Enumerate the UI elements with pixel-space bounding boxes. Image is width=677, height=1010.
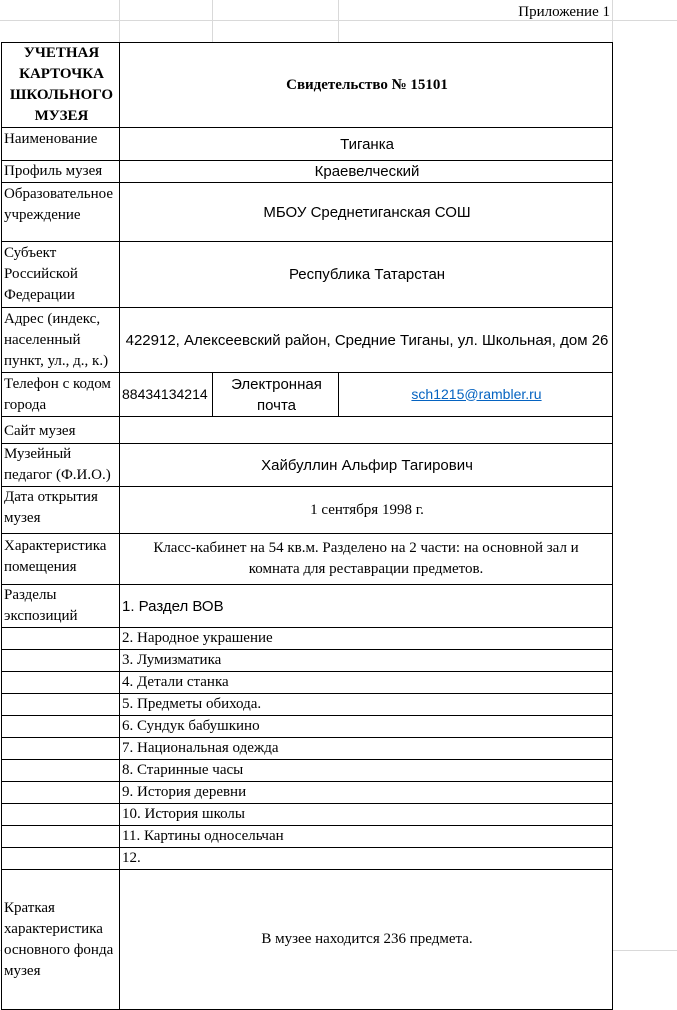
premises-label: Характеристика помещения	[2, 534, 120, 585]
section-row	[2, 694, 613, 716]
certificate-number: Свидетельство № 15101	[120, 43, 613, 128]
email-label: Электронная почта	[213, 373, 339, 417]
row-teacher	[2, 444, 613, 487]
museum-registration-card	[1, 42, 613, 1010]
opening-value: 1 сентября 1998 г.	[120, 487, 613, 534]
section-item: 10. История школы	[120, 804, 613, 826]
row-website	[2, 417, 613, 444]
name-value: Тиганка	[120, 128, 613, 161]
fund-value: В музее находится 236 предмета.	[120, 870, 613, 1010]
section-row	[2, 760, 613, 782]
section-row	[2, 782, 613, 804]
section-row	[2, 848, 613, 870]
section-item: 9. История деревни	[120, 782, 613, 804]
website-label: Сайт музея	[2, 417, 120, 444]
email-cell	[339, 373, 613, 417]
card-header-row	[2, 43, 613, 128]
region-value: Республика Татарстан	[120, 242, 613, 308]
institution-value: МБОУ Среднетиганская СОШ	[120, 183, 613, 242]
fund-label: Краткая характеристика основного фонда музея	[2, 870, 120, 1010]
section-item: 4. Детали станка	[120, 672, 613, 694]
row-contacts	[2, 373, 613, 417]
address-label: Адрес (индекс, населенный пункт, ул., д., к.)	[2, 308, 120, 373]
row-profile	[2, 161, 613, 183]
profile-value: Краевелческий	[120, 161, 613, 183]
appendix-label: Приложение 1	[518, 4, 610, 20]
region-label: Субъект Российской Федерации	[2, 242, 120, 308]
sections-label: Разделы экспозиций	[2, 585, 120, 628]
teacher-label: Музейный педагог (Ф.И.О.)	[2, 444, 120, 487]
section-row	[2, 585, 613, 628]
section-row	[2, 650, 613, 672]
row-fund	[2, 870, 613, 1010]
section-row	[2, 628, 613, 650]
section-row	[2, 672, 613, 694]
row-opening	[2, 487, 613, 534]
website-value	[120, 417, 613, 444]
name-label: Наименование	[2, 128, 120, 161]
section-row	[2, 804, 613, 826]
section-item: 6. Сундук бабушкино	[120, 716, 613, 738]
section-row	[2, 826, 613, 848]
section-row	[2, 716, 613, 738]
institution-label: Образовательное учреждение	[2, 183, 120, 242]
teacher-value: Хайбуллин Альфир Тагирович	[120, 444, 613, 487]
profile-label: Профиль музея	[2, 161, 120, 183]
row-address	[2, 308, 613, 373]
phone-label: Телефон с кодом города	[2, 373, 120, 417]
opening-label: Дата открытия музея	[2, 487, 120, 534]
phone-value: 88434134214	[120, 373, 213, 417]
section-row	[2, 738, 613, 760]
row-name	[2, 128, 613, 161]
section-item: 11. Картины односельчан	[120, 826, 613, 848]
section-item: 7. Национальная одежда	[120, 738, 613, 760]
section-item: 5. Предметы обихода.	[120, 694, 613, 716]
section-item: 1. Раздел ВОВ	[120, 585, 613, 628]
premises-value: Класс-кабинет на 54 кв.м. Разделено на 2 части: на основной зал и комната для реставрации предметов.	[120, 534, 613, 585]
address-value: 422912, Алексеевский район, Средние Тиганы, ул. Школьная, дом 26	[120, 308, 613, 373]
section-item: 2. Народное украшение	[120, 628, 613, 650]
card-title: УЧЕТНАЯ КАРТОЧКА ШКОЛЬНОГО МУЗЕЯ	[2, 43, 120, 128]
section-item: 8. Старинные часы	[120, 760, 613, 782]
section-item: 3. Лумизматика	[120, 650, 613, 672]
section-item: 12.	[120, 848, 613, 870]
row-institution	[2, 183, 613, 242]
email-link[interactable]: sch1215@rambler.ru	[411, 385, 542, 402]
row-region	[2, 242, 613, 308]
row-premises	[2, 534, 613, 585]
